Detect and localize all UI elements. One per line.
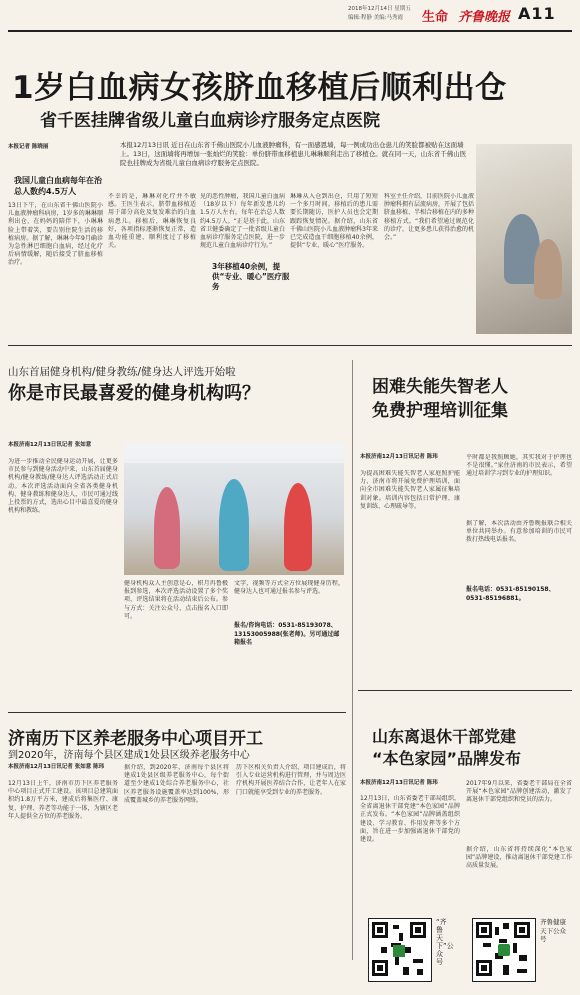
party-text-2: 2017年9月以来，省委老干部局在全省开展“本色家园”品牌创建活动，激发了离退休干部党组织和党员的活力。 — [466, 780, 572, 804]
lead-column-4: 琳琳从入仓到出仓，只用了短短一个多月时间。移植后的患儿需要长期随访，医护人员也会定期跟踪恢复情况。据介绍，山东省千佛山医院小儿血液肿瘤科3年来已完成造血干细胞移植40余例，提供“专业、暖心”医疗服务。 — [290, 193, 378, 250]
care-text-3: 据了解，本次活动由齐鲁晚报联合相关单位共同举办。有意参加培训的市民可拨打热线电话报名。 — [466, 520, 572, 544]
lead-photo-figure-2 — [534, 239, 562, 299]
elderly-subhead: 到2020年，济南每个县区建成1处县区级养老服务中心 — [8, 750, 250, 761]
elderly-text-2: 据介绍，到2020年，济南每个县区将建成1处县区级养老服务中心，每个街道至少建成1处综合养老服务中心，社区养老服务设施覆盖率达到100%，形成覆盖城乡的养老服务网络。 — [124, 764, 229, 804]
qr-caption-1: “齐鲁天下”公众号 — [436, 918, 454, 966]
masthead-date: 2018年12月14日 星期五 — [348, 6, 411, 12]
party-headline-line1: 山东离退休干部党建 — [372, 727, 517, 746]
fitness-window-light — [124, 443, 344, 463]
care-byline: 本报济南12月13日讯记者 陈玮 — [360, 454, 438, 460]
fitness-contact: 报名/咨询电话：0531-85193078、13153005988(张老师)。另可通过邮箱报名 — [234, 622, 340, 646]
lead-column-5: 科室主任介绍，目前医院小儿血液肿瘤科拥有层流病房，开展了包括脐血移植、半相合移植在内的多种移植方式。“我们希望通过规范化的诊疗，让更多患儿获得治愈的机会。” — [384, 193, 474, 242]
fitness-figure-2 — [219, 479, 249, 571]
newspaper-logo: 齐鲁晚报 — [458, 10, 511, 25]
fitness-kicker: 山东首届健身机构/健身教练/健身达人评选开始啦 — [8, 366, 236, 378]
fitness-photo — [124, 443, 344, 575]
lead-column-1: 13日下午，在山东省千佛山医院小儿血液肿瘤科病房，1岁多的琳琳顺利出仓，在妈妈的陪伴下，小琳琳脸上带着笑，要告别住院生活的移植病房。据了解，琳琳今年9月确诊为急性淋巴细胞白血病，经过化疗后病情缓解，随后接受了脐血移植治疗。 — [8, 202, 103, 267]
fitness-figure-1 — [154, 487, 180, 569]
masthead-editor: 编辑:程静 美编:马秀霞 — [348, 15, 403, 21]
party-text-1: 12月13日，山东省委老干部局组织，全省离退休干部党建“本色家园”品牌正式发布。“本色家园”品牌涵盖组织建设、学习教育、作用发挥等多个方面，旨在进一步加强离退休干部党的建设。 — [360, 795, 460, 844]
lead-subtitle-2: 3年移植40余例，提供“专业、暖心”医疗服务 — [212, 262, 290, 291]
elderly-headline: 济南历下区养老服务中心项目开工 — [8, 729, 263, 749]
divider-2 — [8, 712, 346, 713]
qr-code-2[interactable] — [472, 918, 536, 982]
party-byline: 本报济南12月13日讯记者 陈玮 — [360, 780, 438, 786]
lead-headline: 1岁白血病女孩脐血移植后顺利出仓 — [12, 70, 507, 106]
care-text-1: 为提高困难失能失智老人家庭照护能力，济南市将开展免费护理培训，面向全市困难失能失智老人家属征集培训对象。培训内容包括日常护理、康复训练、心理疏导等。 — [360, 470, 460, 510]
lead-photo — [476, 144, 572, 334]
fitness-byline: 本报济南12月13日讯记者 张如意 — [8, 442, 92, 448]
page-number: A11 — [518, 4, 556, 23]
lead-byline: 本报记者 陈晓丽 — [8, 144, 49, 150]
divider-1 — [8, 345, 572, 346]
lead-column-2: 不幸的是，琳琳对化疗并不敏感。王医生表示，脐带血移植适用于部分高危及复发难治的白血病患儿。移植后，琳琳恢复良好，各项指标逐渐恢复正常，造血功能重建，顺利度过了移植关。 — [108, 193, 196, 250]
masthead-rule — [8, 30, 572, 32]
lead-box-text: 我国儿童白血病每年在治总人数约4.5万人 — [14, 176, 102, 196]
fitness-text-3: 文字，视频等方式全方位展现健身历程，健身达人也可通过报名参与评选。 — [234, 580, 344, 596]
care-headline-line1: 困难失能失智老人 — [372, 377, 508, 397]
care-headline-line2: 免费护理培训征集 — [372, 401, 508, 421]
section-name: 生命 — [422, 10, 449, 25]
fitness-text-2: 健身机构众人主创意是心，积月冉鲁极报到参选，本次评选活动设置了多个奖项，评选结果将在活动结束后公布。参与方式：关注公众号，点击报名入口即可。 — [124, 580, 228, 620]
elderly-text-3: 历下区相关负责人介绍，项目建成后，将引入专业运营机构进行管理，并与周边医疗机构开展医养结合合作，让老年人在家门口就能享受到专业的养老服务。 — [236, 764, 346, 796]
column-divider — [352, 360, 353, 960]
party-headline-line2: “本色家园”品牌发布 — [372, 749, 522, 768]
lead-summary: 本报12月13日讯 近日在山东省千佛山医院小儿血液肿瘤科，有一面感恩墙，每一例成功出仓患儿的笑脸都被贴在这面墙上。13日，这面墙将再增加一张灿烂的笑脸：单份脐带血移植患儿琳琳顺利走出了移植仓。就在同一天，山东省千佛山医院也挂牌成为省级儿童白血病诊疗服务定点医院。 — [120, 141, 467, 167]
lead-column-3: 见的恶性肿瘤，我国儿童白血病（18岁以下）每年新发患儿约1.5万人左右，每年在治总人数约4.5万人。“正是基于此，山东省卫健委确定了一批省级儿童白血病诊疗服务定点医院，进一步规范儿童白血病诊疗行为。” — [200, 193, 285, 250]
lead-subhead: 省千医挂牌省级儿童白血病诊疗服务定点医院 — [40, 111, 380, 131]
divider-3 — [358, 690, 572, 691]
care-text-2: 平时都是我照顾她，其实我对于护理也不是很懂。”家住济南的市民表示，希望通过培训学习到专业的护理知识。 — [466, 454, 572, 478]
qr-code-1[interactable] — [368, 918, 432, 982]
fitness-figure-3 — [284, 483, 312, 571]
care-text-4: 报名电话：0531-85190158、0531-85196881。 — [466, 586, 555, 602]
elderly-text-1: 12月13日上午，济南市历下区养老服务中心项目正式开工建设。该项目总建筑面积约1.8万平方米，建成后将集医疗、康复、护理、养老等功能于一体，为辖区老年人提供全方位的养老服务。 — [8, 780, 118, 820]
qr-caption-2: 齐鲁健康天下公众号 — [540, 918, 566, 943]
fitness-text-1: 为进一步推动全民健身运动开展，让更多市民参与到健身活动中来，山东首届健身机构/健身教练/健身达人评选活动正式启动。本次评选活动面向全省各类健身机构、健身教练和健身达人，市民可通过线上投票的方式，选出心目中最喜爱的健身机构和教练。 — [8, 458, 118, 515]
elderly-byline: 本报济南12月13日讯记者 张如意 陈玮 — [8, 764, 105, 770]
party-text-3: 据介绍，山东省将持续深化“本色家园”品牌建设，推动离退休干部党建工作高质量发展。 — [466, 846, 572, 870]
fitness-headline: 你是市民最喜爱的健身机构吗？ — [8, 383, 260, 404]
